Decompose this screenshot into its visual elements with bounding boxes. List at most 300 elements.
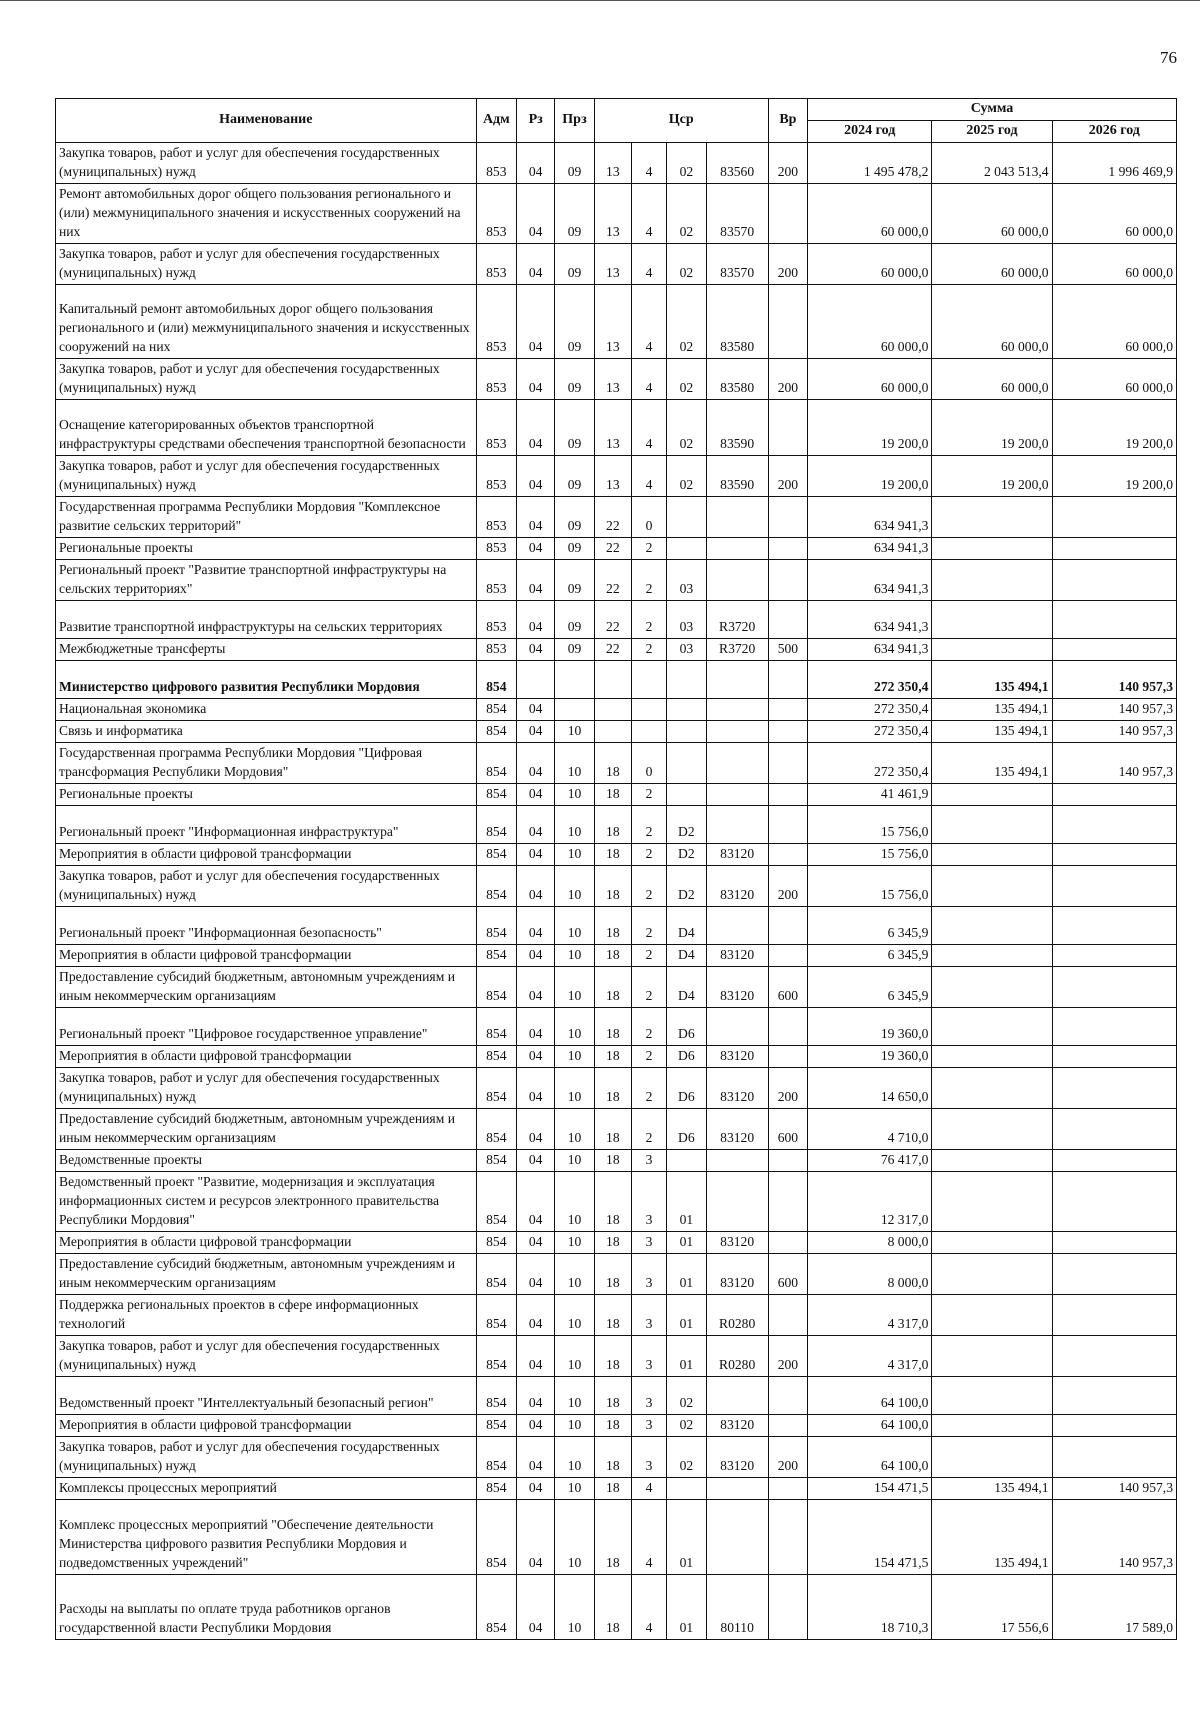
sum-2026-cell: 140 957,3 (1052, 699, 1176, 721)
adm-cell: 854 (476, 1437, 516, 1478)
prz-cell: 10 (555, 1336, 594, 1377)
vr-cell (768, 1232, 807, 1254)
prz-cell: 10 (555, 806, 594, 844)
rz-cell: 04 (517, 1295, 555, 1336)
header-rz: Рз (517, 99, 555, 143)
sum-2026-cell (1052, 866, 1176, 907)
prz-cell: 10 (555, 743, 594, 784)
rz-cell: 04 (517, 244, 555, 285)
prz-cell: 10 (555, 844, 594, 866)
sum-2026-cell (1052, 1046, 1176, 1068)
rz-cell: 04 (517, 1008, 555, 1046)
sum-2024-cell: 15 756,0 (808, 866, 932, 907)
csr-direction-cell (706, 699, 768, 721)
row-name: Связь и информатика (56, 721, 477, 743)
adm-cell: 853 (476, 560, 516, 601)
prz-cell: 10 (555, 1478, 594, 1500)
sum-2025-cell (932, 560, 1052, 601)
sum-2024-cell: 41 461,9 (808, 784, 932, 806)
rz-cell: 04 (517, 743, 555, 784)
sum-2025-cell: 135 494,1 (932, 661, 1052, 699)
table-row (56, 699, 1177, 721)
sum-2024-cell: 1 495 478,2 (808, 143, 932, 184)
sum-2026-cell: 19 200,0 (1052, 456, 1176, 497)
rz-cell: 04 (517, 699, 555, 721)
sum-2026-cell (1052, 1232, 1176, 1254)
vr-cell: 200 (768, 359, 807, 400)
csr-program-cell: 18 (594, 967, 631, 1008)
csr-direction-cell: R3720 (706, 601, 768, 639)
prz-cell: 10 (555, 1109, 594, 1150)
vr-cell (768, 844, 807, 866)
header-name: Наименование (56, 99, 477, 143)
adm-cell: 854 (476, 1172, 516, 1232)
vr-cell (768, 784, 807, 806)
csr-direction-cell (706, 1172, 768, 1232)
adm-cell: 854 (476, 699, 516, 721)
csr-project-cell: 02 (667, 244, 706, 285)
row-name: Мероприятия в области цифровой трансформации (56, 945, 477, 967)
sum-2025-cell (932, 1068, 1052, 1109)
table-row (56, 967, 1177, 1008)
rz-cell: 04 (517, 497, 555, 538)
header-sum: Сумма (808, 99, 1177, 121)
sum-2026-cell (1052, 538, 1176, 560)
prz-cell: 10 (555, 784, 594, 806)
csr-project-cell (667, 497, 706, 538)
sum-2025-cell (932, 1377, 1052, 1415)
adm-cell: 854 (476, 1150, 516, 1172)
sum-2024-cell: 634 941,3 (808, 560, 932, 601)
csr-type-cell: 4 (631, 1478, 666, 1500)
sum-2026-cell: 140 957,3 (1052, 1500, 1176, 1575)
rz-cell: 04 (517, 784, 555, 806)
csr-type-cell: 3 (631, 1377, 666, 1415)
prz-cell: 09 (555, 359, 594, 400)
csr-project-cell: 02 (667, 143, 706, 184)
adm-cell: 853 (476, 639, 516, 661)
table-row (56, 1295, 1177, 1336)
table-row (56, 400, 1177, 456)
header-prz: Прз (555, 99, 594, 143)
sum-2026-cell (1052, 1150, 1176, 1172)
adm-cell: 854 (476, 945, 516, 967)
vr-cell (768, 184, 807, 244)
table-row (56, 743, 1177, 784)
sum-2025-cell (932, 1232, 1052, 1254)
prz-cell: 09 (555, 601, 594, 639)
vr-cell (768, 1415, 807, 1437)
rz-cell: 04 (517, 1068, 555, 1109)
sum-2025-cell: 19 200,0 (932, 456, 1052, 497)
vr-cell: 200 (768, 244, 807, 285)
table-row (56, 945, 1177, 967)
adm-cell: 853 (476, 456, 516, 497)
sum-2025-cell (932, 1150, 1052, 1172)
vr-cell (768, 699, 807, 721)
csr-program-cell: 18 (594, 1068, 631, 1109)
prz-cell: 09 (555, 497, 594, 538)
row-name: Межбюджетные трансферты (56, 639, 477, 661)
table-row (56, 1437, 1177, 1478)
csr-direction-cell (706, 1377, 768, 1415)
csr-program-cell: 18 (594, 1437, 631, 1478)
rz-cell: 04 (517, 1575, 555, 1640)
table-row (56, 784, 1177, 806)
csr-program-cell: 22 (594, 639, 631, 661)
adm-cell: 854 (476, 1500, 516, 1575)
sum-2025-cell (932, 866, 1052, 907)
sum-2025-cell: 17 556,6 (932, 1575, 1052, 1640)
row-name: Министерство цифрового развития Республики Мордовия (56, 661, 477, 699)
csr-type-cell: 3 (631, 1415, 666, 1437)
prz-cell: 10 (555, 866, 594, 907)
rz-cell: 04 (517, 945, 555, 967)
csr-type-cell: 2 (631, 866, 666, 907)
csr-program-cell: 22 (594, 538, 631, 560)
csr-type-cell: 0 (631, 743, 666, 784)
adm-cell: 854 (476, 1295, 516, 1336)
csr-type-cell: 4 (631, 1500, 666, 1575)
csr-program-cell: 22 (594, 497, 631, 538)
row-name: Поддержка региональных проектов в сфере информационных технологий (56, 1295, 477, 1336)
sum-2026-cell (1052, 1336, 1176, 1377)
csr-direction-cell (706, 1150, 768, 1172)
header-year-2026: 2026 год (1052, 121, 1176, 143)
rz-cell: 04 (517, 359, 555, 400)
sum-2025-cell (932, 1046, 1052, 1068)
vr-cell (768, 1478, 807, 1500)
row-name: Закупка товаров, работ и услуг для обеспечения государственных (муниципальных) нужд (56, 143, 477, 184)
sum-2026-cell (1052, 639, 1176, 661)
csr-project-cell: 02 (667, 1437, 706, 1478)
csr-direction-cell (706, 743, 768, 784)
rz-cell: 04 (517, 601, 555, 639)
table-row (56, 1008, 1177, 1046)
prz-cell: 10 (555, 907, 594, 945)
csr-program-cell: 13 (594, 359, 631, 400)
vr-cell (768, 400, 807, 456)
csr-direction-cell: 83120 (706, 1068, 768, 1109)
vr-cell (768, 1575, 807, 1640)
sum-2024-cell: 15 756,0 (808, 844, 932, 866)
adm-cell: 854 (476, 866, 516, 907)
row-name: Региональный проект "Информационная безопасность" (56, 907, 477, 945)
vr-cell (768, 560, 807, 601)
row-name: Региональные проекты (56, 538, 477, 560)
row-name: Мероприятия в области цифровой трансформации (56, 844, 477, 866)
csr-program-cell: 13 (594, 143, 631, 184)
adm-cell: 854 (476, 1336, 516, 1377)
sum-2026-cell (1052, 1172, 1176, 1232)
sum-2025-cell (932, 907, 1052, 945)
rz-cell: 04 (517, 866, 555, 907)
rz-cell: 04 (517, 967, 555, 1008)
sum-2026-cell (1052, 497, 1176, 538)
sum-2024-cell: 272 350,4 (808, 661, 932, 699)
adm-cell: 854 (476, 1068, 516, 1109)
row-name: Региональный проект "Информационная инфраструктура" (56, 806, 477, 844)
csr-project-cell: 03 (667, 560, 706, 601)
vr-cell (768, 806, 807, 844)
sum-2026-cell: 17 589,0 (1052, 1575, 1176, 1640)
row-name: Капитальный ремонт автомобильных дорог общего пользования регионального и (или) межмуниципального значения и искусственных сооружений на них (56, 285, 477, 359)
csr-project-cell: 01 (667, 1575, 706, 1640)
csr-program-cell (594, 699, 631, 721)
row-name: Государственная программа Республики Мордовия "Комплексное развитие сельских территорий" (56, 497, 477, 538)
csr-program-cell: 13 (594, 400, 631, 456)
sum-2026-cell: 1 996 469,9 (1052, 143, 1176, 184)
sum-2024-cell: 60 000,0 (808, 285, 932, 359)
row-name: Развитие транспортной инфраструктуры на сельских территориях (56, 601, 477, 639)
sum-2025-cell: 60 000,0 (932, 359, 1052, 400)
adm-cell: 854 (476, 907, 516, 945)
csr-program-cell: 18 (594, 1377, 631, 1415)
vr-cell: 500 (768, 639, 807, 661)
csr-direction-cell (706, 1500, 768, 1575)
adm-cell: 853 (476, 497, 516, 538)
sum-2026-cell (1052, 967, 1176, 1008)
rz-cell: 04 (517, 1500, 555, 1575)
prz-cell: 10 (555, 967, 594, 1008)
rz-cell: 04 (517, 1415, 555, 1437)
vr-cell: 200 (768, 143, 807, 184)
csr-type-cell: 2 (631, 806, 666, 844)
csr-type-cell: 2 (631, 601, 666, 639)
vr-cell (768, 1150, 807, 1172)
csr-project-cell: 02 (667, 400, 706, 456)
csr-project-cell: 02 (667, 359, 706, 400)
csr-type-cell: 4 (631, 456, 666, 497)
csr-direction-cell: 83120 (706, 1046, 768, 1068)
csr-project-cell (667, 699, 706, 721)
csr-direction-cell: 83120 (706, 866, 768, 907)
rz-cell: 04 (517, 1232, 555, 1254)
prz-cell: 09 (555, 244, 594, 285)
adm-cell: 854 (476, 1575, 516, 1640)
sum-2024-cell: 4 710,0 (808, 1109, 932, 1150)
csr-project-cell: D6 (667, 1068, 706, 1109)
row-name: Региональные проекты (56, 784, 477, 806)
csr-project-cell: D4 (667, 967, 706, 1008)
row-name: Закупка товаров, работ и услуг для обеспечения государственных (муниципальных) нужд (56, 1336, 477, 1377)
adm-cell: 854 (476, 784, 516, 806)
csr-program-cell: 18 (594, 1109, 631, 1150)
csr-type-cell: 2 (631, 560, 666, 601)
vr-cell: 200 (768, 1336, 807, 1377)
vr-cell (768, 907, 807, 945)
csr-type-cell: 2 (631, 967, 666, 1008)
vr-cell: 200 (768, 1068, 807, 1109)
sum-2025-cell (932, 806, 1052, 844)
vr-cell (768, 1008, 807, 1046)
rz-cell: 04 (517, 1377, 555, 1415)
csr-program-cell: 18 (594, 1046, 631, 1068)
prz-cell: 10 (555, 1377, 594, 1415)
adm-cell: 854 (476, 1478, 516, 1500)
csr-type-cell: 4 (631, 184, 666, 244)
csr-program-cell: 18 (594, 1254, 631, 1295)
rz-cell: 04 (517, 184, 555, 244)
prz-cell: 10 (555, 1415, 594, 1437)
csr-program-cell: 13 (594, 285, 631, 359)
sum-2024-cell: 64 100,0 (808, 1377, 932, 1415)
row-name: Мероприятия в области цифровой трансформации (56, 1415, 477, 1437)
sum-2026-cell: 140 957,3 (1052, 743, 1176, 784)
table-row (56, 184, 1177, 244)
csr-direction-cell (706, 721, 768, 743)
row-name: Оснащение категорированных объектов транспортной инфраструктуры средствами обеспечения транспортной безопасности (56, 400, 477, 456)
csr-project-cell: D2 (667, 866, 706, 907)
table-row (56, 1109, 1177, 1150)
table-row (56, 661, 1177, 699)
table-header-row (56, 99, 1177, 121)
sum-2025-cell (932, 601, 1052, 639)
sum-2026-cell: 140 957,3 (1052, 1478, 1176, 1500)
rz-cell: 04 (517, 1254, 555, 1295)
sum-2024-cell: 19 200,0 (808, 456, 932, 497)
csr-direction-cell: 83570 (706, 184, 768, 244)
csr-direction-cell (706, 661, 768, 699)
sum-2025-cell (932, 784, 1052, 806)
table-row (56, 1046, 1177, 1068)
csr-program-cell: 18 (594, 743, 631, 784)
row-name: Ведомственные проекты (56, 1150, 477, 1172)
sum-2024-cell: 6 345,9 (808, 945, 932, 967)
sum-2024-cell: 154 471,5 (808, 1478, 932, 1500)
header-adm: Адм (476, 99, 516, 143)
csr-type-cell: 3 (631, 1336, 666, 1377)
table-row (56, 143, 1177, 184)
prz-cell: 09 (555, 560, 594, 601)
rz-cell: 04 (517, 1336, 555, 1377)
prz-cell (555, 661, 594, 699)
csr-program-cell (594, 661, 631, 699)
row-name: Государственная программа Республики Мордовия "Цифровая трансформация Республики Мордовия" (56, 743, 477, 784)
csr-direction-cell: R0280 (706, 1295, 768, 1336)
csr-project-cell: D2 (667, 806, 706, 844)
table-row (56, 359, 1177, 400)
sum-2024-cell: 60 000,0 (808, 244, 932, 285)
csr-direction-cell (706, 497, 768, 538)
prz-cell: 09 (555, 456, 594, 497)
sum-2024-cell: 12 317,0 (808, 1172, 932, 1232)
table-row (56, 1377, 1177, 1415)
table-row (56, 497, 1177, 538)
sum-2025-cell (932, 538, 1052, 560)
sum-2026-cell (1052, 601, 1176, 639)
adm-cell: 853 (476, 359, 516, 400)
row-name: Предоставление субсидий бюджетным, автономным учреждениям и иным некоммерческим организациям (56, 967, 477, 1008)
csr-type-cell: 2 (631, 538, 666, 560)
prz-cell: 10 (555, 1046, 594, 1068)
sum-2026-cell: 140 957,3 (1052, 721, 1176, 743)
prz-cell: 10 (555, 1500, 594, 1575)
csr-direction-cell: 80110 (706, 1575, 768, 1640)
csr-direction-cell: 83590 (706, 456, 768, 497)
csr-type-cell: 2 (631, 784, 666, 806)
csr-project-cell: D6 (667, 1008, 706, 1046)
table-row (56, 806, 1177, 844)
table-row (56, 1254, 1177, 1295)
sum-2025-cell: 60 000,0 (932, 285, 1052, 359)
csr-program-cell: 18 (594, 1150, 631, 1172)
sum-2026-cell (1052, 1109, 1176, 1150)
sum-2026-cell (1052, 1008, 1176, 1046)
table-row (56, 1336, 1177, 1377)
sum-2025-cell (932, 1008, 1052, 1046)
sum-2025-cell: 135 494,1 (932, 1478, 1052, 1500)
csr-type-cell: 4 (631, 244, 666, 285)
sum-2026-cell (1052, 784, 1176, 806)
csr-direction-cell: 83120 (706, 1109, 768, 1150)
adm-cell: 853 (476, 184, 516, 244)
adm-cell: 854 (476, 721, 516, 743)
csr-type-cell: 4 (631, 143, 666, 184)
vr-cell (768, 1500, 807, 1575)
rz-cell: 04 (517, 639, 555, 661)
csr-program-cell: 18 (594, 866, 631, 907)
csr-project-cell (667, 743, 706, 784)
csr-direction-cell (706, 806, 768, 844)
table-row (56, 1478, 1177, 1500)
prz-cell: 10 (555, 1008, 594, 1046)
header-year-2025: 2025 год (932, 121, 1052, 143)
csr-project-cell: 02 (667, 1377, 706, 1415)
sum-2026-cell (1052, 945, 1176, 967)
csr-program-cell: 18 (594, 1500, 631, 1575)
vr-cell (768, 721, 807, 743)
sum-2025-cell (932, 945, 1052, 967)
table-row (56, 907, 1177, 945)
rz-cell: 04 (517, 1478, 555, 1500)
csr-project-cell (667, 538, 706, 560)
csr-program-cell: 18 (594, 784, 631, 806)
sum-2026-cell (1052, 1437, 1176, 1478)
row-name: Комплексы процессных мероприятий (56, 1478, 477, 1500)
csr-direction-cell: 83120 (706, 1254, 768, 1295)
csr-type-cell: 2 (631, 945, 666, 967)
sum-2024-cell: 64 100,0 (808, 1437, 932, 1478)
vr-cell: 200 (768, 456, 807, 497)
sum-2024-cell: 19 360,0 (808, 1008, 932, 1046)
sum-2026-cell: 140 957,3 (1052, 661, 1176, 699)
row-name: Закупка товаров, работ и услуг для обеспечения государственных (муниципальных) нужд (56, 244, 477, 285)
rz-cell: 04 (517, 1150, 555, 1172)
page-number: 76 (1160, 48, 1177, 67)
sum-2026-cell (1052, 806, 1176, 844)
csr-project-cell (667, 661, 706, 699)
sum-2025-cell: 60 000,0 (932, 244, 1052, 285)
row-name: Ведомственный проект "Развитие, модернизация и эксплуатация информационных систем и ресурсов электронного правительства Республики Мордовия" (56, 1172, 477, 1232)
adm-cell: 854 (476, 1008, 516, 1046)
csr-type-cell (631, 661, 666, 699)
csr-direction-cell (706, 907, 768, 945)
row-name: Закупка товаров, работ и услуг для обеспечения государственных (муниципальных) нужд (56, 1068, 477, 1109)
adm-cell: 854 (476, 1415, 516, 1437)
row-name: Региональный проект "Развитие транспортной инфраструктуры на сельских территориях" (56, 560, 477, 601)
table-row (56, 1068, 1177, 1109)
csr-type-cell: 4 (631, 1575, 666, 1640)
csr-project-cell: 01 (667, 1172, 706, 1232)
csr-program-cell: 18 (594, 1415, 631, 1437)
adm-cell: 854 (476, 743, 516, 784)
prz-cell: 09 (555, 184, 594, 244)
table-row (56, 538, 1177, 560)
sum-2026-cell: 60 000,0 (1052, 184, 1176, 244)
table-row (56, 560, 1177, 601)
csr-direction-cell (706, 784, 768, 806)
